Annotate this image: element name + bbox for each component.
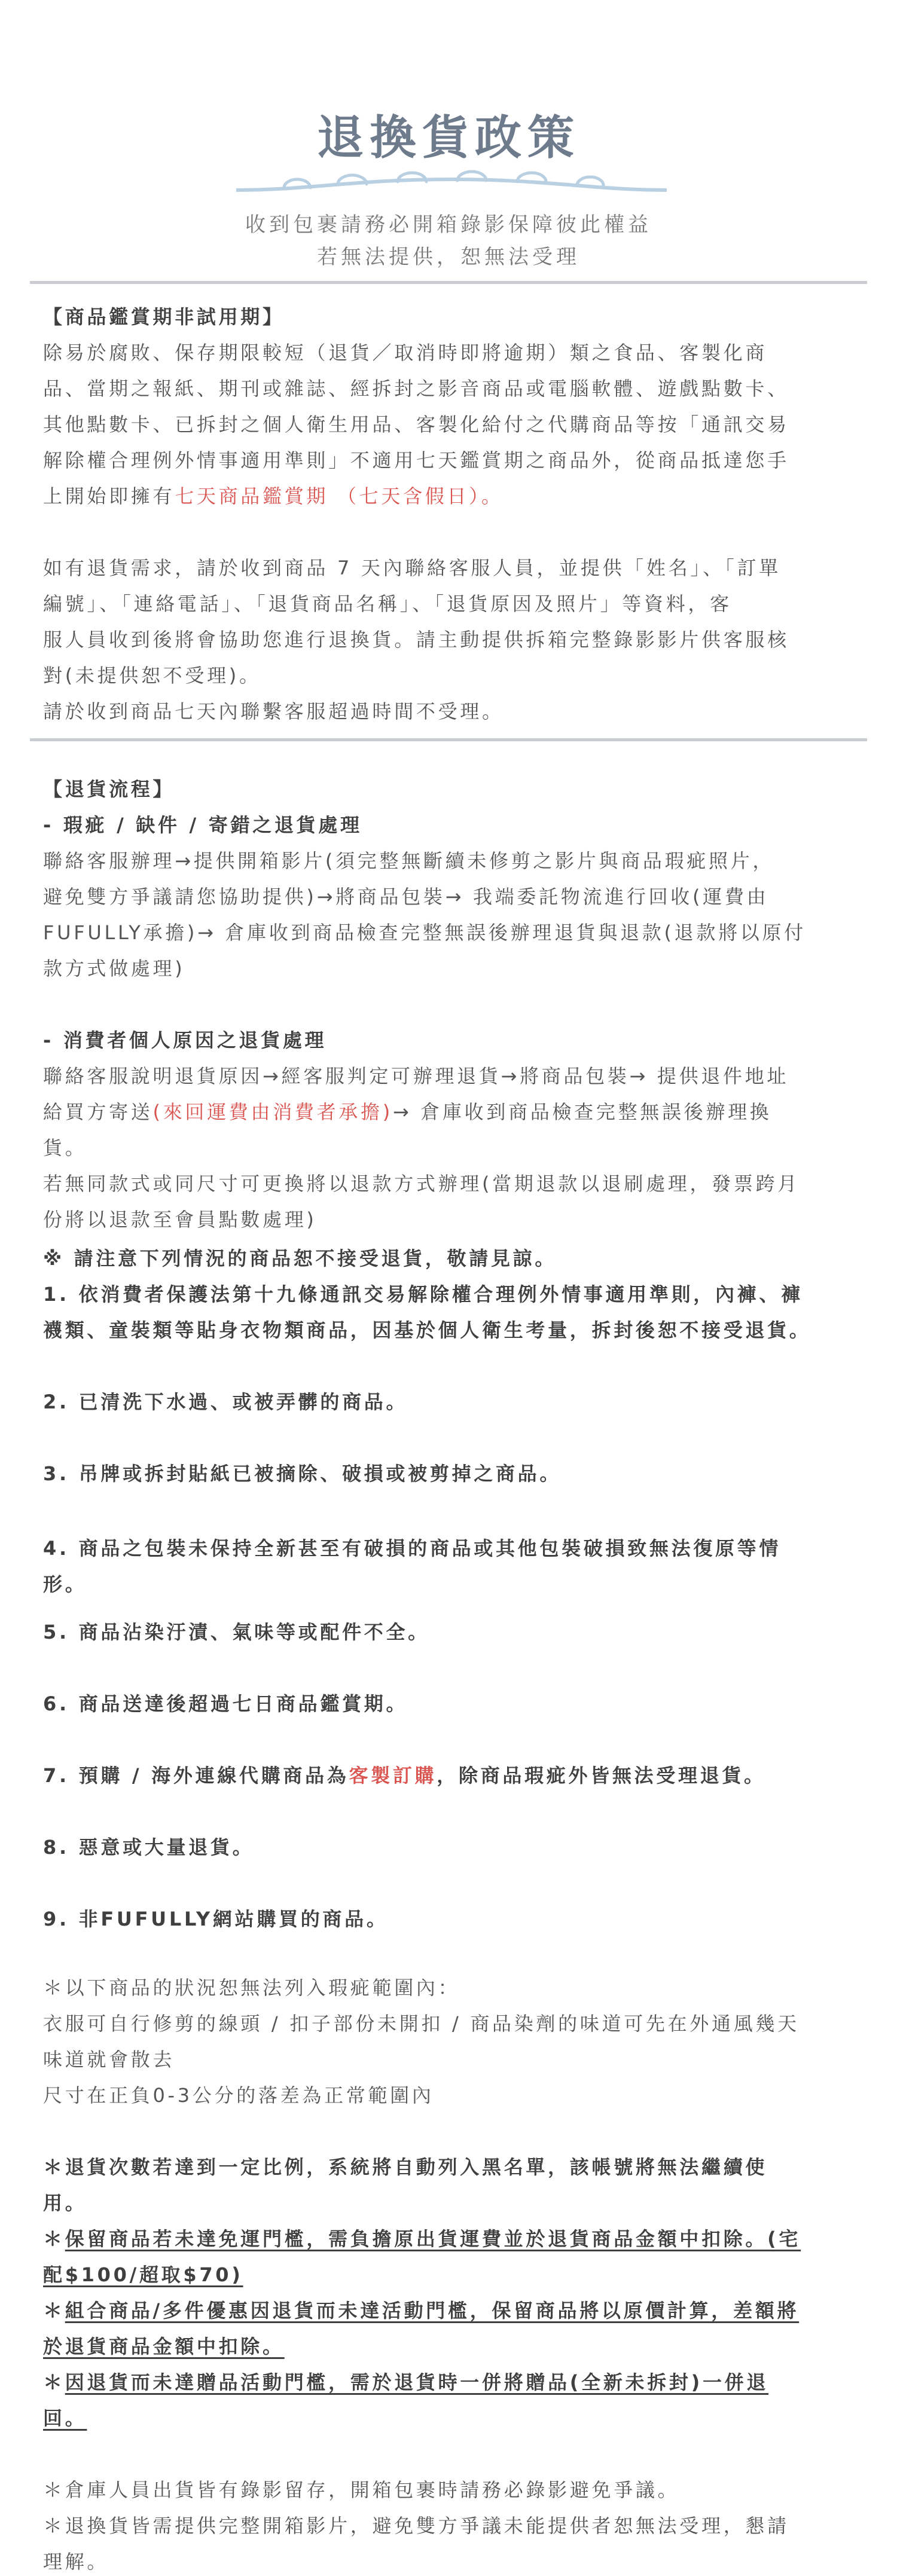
policy-line xyxy=(43,2331,285,2359)
highlight-text: (來回運費由消費者承擔) xyxy=(152,1101,393,1123)
policy-line xyxy=(43,2547,109,2574)
line-text: 給買方寄送 xyxy=(43,1101,153,1123)
policy-line xyxy=(43,302,285,329)
policy-line xyxy=(43,774,175,802)
line-text: 味道就會散去 xyxy=(43,2048,175,2071)
line-text: FUFULLY承擔)→ 倉庫收到商品檢查完整無誤後辦理退貨與退款(退款將以原付 xyxy=(43,921,806,944)
line-text: ※ 請注意下列情況的商品恕不接受退貨，敬請見諒。 xyxy=(43,1247,557,1270)
line-text: 7. 預購 / 海外連線代購商品為 xyxy=(43,1764,349,1787)
policy-line xyxy=(43,1205,317,1232)
policy-line xyxy=(43,2080,434,2108)
line-text: 8. 惡意或大量退貨。 xyxy=(43,1836,255,1859)
line-text: 【商品鑑賞期非試用期】 xyxy=(43,305,285,328)
policy-line xyxy=(43,1061,789,1089)
policy-line xyxy=(43,1904,389,1932)
policy-line xyxy=(43,625,789,652)
line-text: 份將以退款至會員點數處理) xyxy=(43,1208,317,1231)
line-text: - 瑕疵 / 缺件 / 寄錯之退貨處理 xyxy=(43,814,362,836)
policy-line xyxy=(43,2152,767,2180)
policy-line xyxy=(43,589,732,616)
policy-line xyxy=(43,2045,175,2072)
policy-line xyxy=(43,1279,803,1307)
line-text: → 倉庫收到商品檢查完整無誤後辦理換 xyxy=(392,1101,772,1123)
line-text: 避免雙方爭議請您協助提供)→將商品包裝→ 我端委託物流進行回收(運費由 xyxy=(43,885,769,908)
policy-line xyxy=(43,1133,87,1160)
line-text: 對(未提供恕不受理)。 xyxy=(43,664,261,687)
line-text: ＊ xyxy=(43,2371,65,2394)
page-title: 退換貨政策 xyxy=(316,111,580,165)
policy-line xyxy=(43,1689,408,1716)
line-text: ＊以下商品的狀況恕無法列入瑕疵範圍內： xyxy=(43,1976,460,1999)
line-text: 5. 商品沾染汙漬、氣味等或配件不全。 xyxy=(43,1621,430,1643)
policy-line xyxy=(43,882,768,909)
policy-line xyxy=(43,1832,254,1860)
line-text: 尺寸在正負0-3公分的落差為正常範圍內 xyxy=(43,2084,434,2107)
line-text: 請於收到商品七天內聯繫客服超過時間不受理。 xyxy=(43,700,504,723)
line-text: 若無同款式或同尺寸可更換將以退款方式辦理(當期退款以退刷處理，發票跨月 xyxy=(43,1172,800,1195)
policy-line xyxy=(43,2188,87,2216)
line-text: 6. 商品送達後超過七日商品鑑賞期。 xyxy=(43,1692,408,1715)
line-text: ，除商品瑕疵外皆無法受理退貨。 xyxy=(437,1764,766,1787)
section-divider xyxy=(30,281,867,284)
policy-line xyxy=(43,2475,679,2502)
line-text: ＊退貨次數若達到一定比例，系統將自動列入黑名單，該帳號將無法繼續使 xyxy=(43,2156,768,2178)
policy-line xyxy=(43,481,504,509)
line-text: 3. 吊牌或拆封貼紙已被摘除、破損或被剪掉之商品。 xyxy=(43,1462,562,1485)
line-text: 聯絡客服辦理→提供開箱影片(須完整無斷續未修剪之影片與商品瑕疵照片， xyxy=(43,850,775,872)
subtitle-line-2: 若無法提供，恕無法受理 xyxy=(317,245,580,269)
line-text: 如有退貨需求，請於收到商品 7 天內聯絡客服人員，並提供「姓名」、「訂單 xyxy=(43,557,781,579)
line-text: ＊倉庫人員出貨皆有錄影留存，開箱包裹時請務必錄影避免爭議。 xyxy=(43,2479,680,2501)
policy-line xyxy=(43,2511,789,2538)
policy-line xyxy=(43,696,504,724)
underlined-text: 配$100/超取$70) xyxy=(43,2263,243,2286)
policy-line xyxy=(43,1761,766,1788)
line-text: ＊ xyxy=(43,2227,65,2250)
policy-line xyxy=(43,1387,408,1414)
line-text: 上開始即擁有 xyxy=(43,485,175,508)
wave-divider-icon xyxy=(236,167,667,196)
policy-line xyxy=(43,553,781,580)
line-text: 1. 依消費者保護法第十九條通訊交易解除權合理例外情事適用準則，內褲、褲 xyxy=(43,1283,803,1306)
policy-line xyxy=(43,810,362,838)
policy-line xyxy=(43,918,806,945)
line-text: 款方式做處理) xyxy=(43,957,185,980)
line-text: 衣服可自行修剪的線頭 / 扣子部份未開扣 / 商品染劑的味道可先在外通風幾天 xyxy=(43,2012,800,2035)
line-text: 解除權合理例外情事適用準則」不適用七天鑑賞期之商品外，從商品抵達您手 xyxy=(43,449,789,472)
policy-line xyxy=(43,1569,87,1597)
policy-line xyxy=(43,1315,811,1343)
policy-line xyxy=(43,1097,771,1124)
policy-line xyxy=(43,2367,768,2395)
policy-line xyxy=(43,954,185,981)
line-text: - 消費者個人原因之退貨處理 xyxy=(43,1029,327,1052)
policy-line xyxy=(43,2224,801,2251)
policy-line xyxy=(43,2403,87,2431)
policy-line xyxy=(43,1243,557,1271)
subtitle-line-1: 收到包裹請務必開箱錄影保障彼此權益 xyxy=(245,213,652,237)
policy-line xyxy=(43,1025,327,1053)
underlined-text: 回。 xyxy=(43,2407,87,2430)
line-text: 品、當期之報紙、期刊或雜誌、經拆封之影音商品或電腦軟體、遊戲點數卡、 xyxy=(43,377,789,400)
section-divider xyxy=(30,738,867,741)
policy-line xyxy=(43,338,767,365)
underlined-text: 於退貨商品金額中扣除。 xyxy=(43,2335,285,2358)
line-text: 4. 商品之包裝未保持全新甚至有破損的商品或其他包裝破損致無法復原等情 xyxy=(43,1537,782,1560)
policy-line xyxy=(43,374,789,401)
line-text: 編號」、「連絡電話」、「退貨商品名稱」、「退貨原因及照片」等資料，客 xyxy=(43,592,732,615)
underlined-text: 組合商品/多件優惠因退貨而未達活動門檻，保留商品將以原價計算，差額將 xyxy=(65,2299,800,2322)
line-text: 聯絡客服說明退貨原因→經客服判定可辦理退貨→將商品包裝→ 提供退件地址 xyxy=(43,1065,789,1087)
line-text: 貨。 xyxy=(43,1136,87,1159)
line-text: ＊退換貨皆需提供完整開箱影片，避免雙方爭議未能提供者恕無法受理，懇請 xyxy=(43,2514,789,2537)
line-text: ＊ xyxy=(43,2299,65,2322)
line-text: 服人員收到後將會協助您進行退換貨。請主動提供拆箱完整錄影影片供客服核 xyxy=(43,628,789,651)
line-text: 除易於腐敗、保存期限較短（退貨／取消時即將逾期）類之食品、客製化商 xyxy=(43,341,768,364)
policy-line xyxy=(43,1973,460,2000)
policy-line xyxy=(43,445,789,473)
line-text: 9. 非FUFULLY網站購買的商品。 xyxy=(43,1908,389,1930)
policy-line xyxy=(43,2009,800,2036)
policy-line xyxy=(43,661,261,688)
policy-line xyxy=(43,1533,781,1561)
line-text: 襪類、童裝類等貼身衣物類商品，因基於個人衛生考量，拆封後恕不接受退貨。 xyxy=(43,1319,811,1342)
highlight-text: 七天商品鑑賞期 （七天含假日）。 xyxy=(175,485,504,508)
policy-line xyxy=(43,2260,243,2287)
policy-line xyxy=(43,846,774,873)
policy-line xyxy=(43,1169,800,1196)
line-text: 形。 xyxy=(43,1573,87,1596)
highlight-text: 客製訂購 xyxy=(349,1764,437,1787)
policy-line xyxy=(43,1617,430,1645)
policy-line xyxy=(43,1459,562,1486)
line-text: 2. 已清洗下水過、或被弄髒的商品。 xyxy=(43,1391,408,1413)
line-text: 理解。 xyxy=(43,2550,109,2573)
underlined-text: 保留商品若未達免運門檻，需負擔原出貨運費並於退貨商品金額中扣除。(宅 xyxy=(65,2227,801,2250)
line-text: 其他點數卡、已拆封之個人衛生用品、客製化給付之代購商品等按「通訊交易 xyxy=(43,413,789,436)
policy-line xyxy=(43,2296,799,2323)
line-text: 用。 xyxy=(43,2192,87,2214)
line-text: 【退貨流程】 xyxy=(43,778,175,800)
underlined-text: 因退貨而未達贈品活動門檻，需於退貨時一併將贈品(全新未拆封)一併退 xyxy=(65,2371,769,2394)
policy-line xyxy=(43,410,789,437)
